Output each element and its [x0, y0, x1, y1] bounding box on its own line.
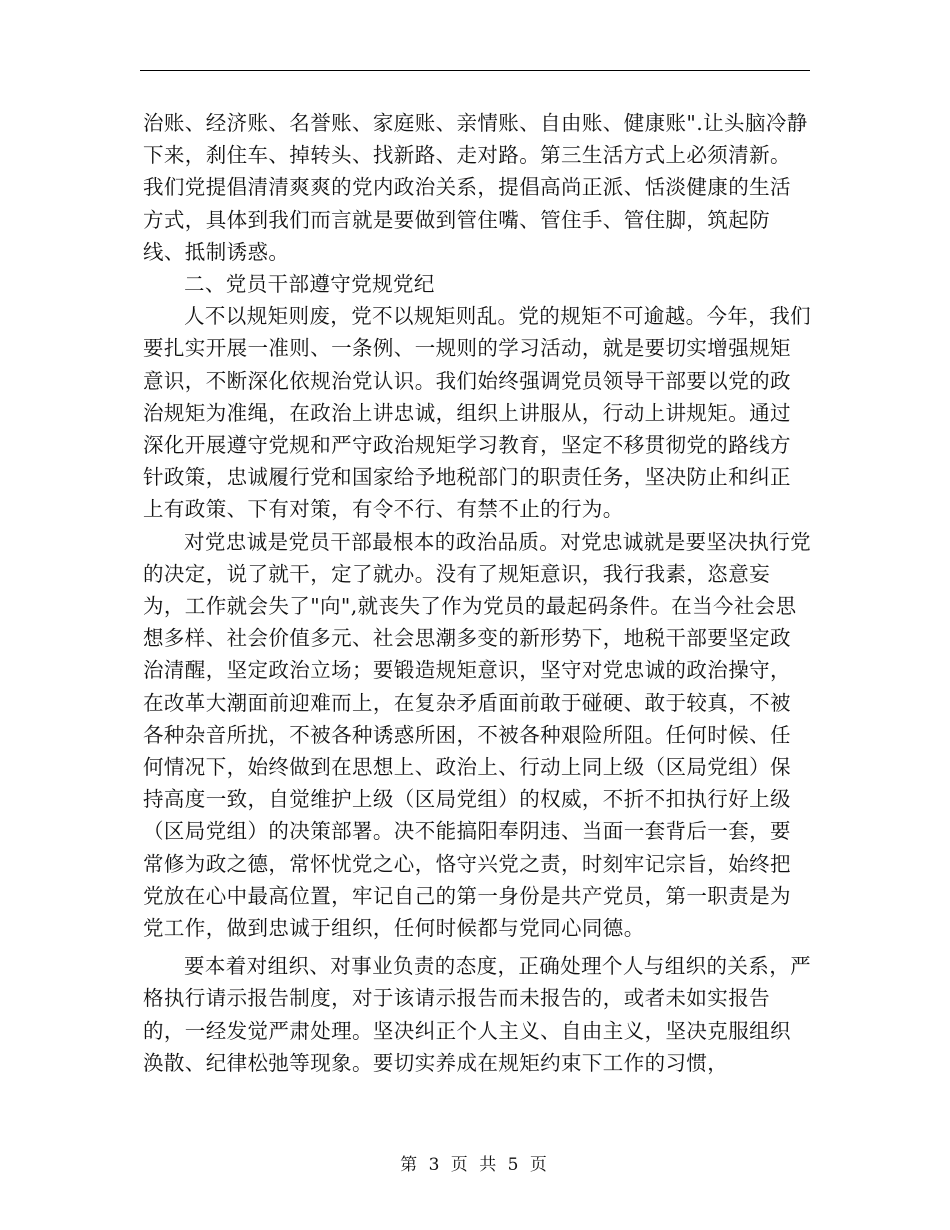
paragraph-3: 对党忠诚是党员干部最根本的政治品质。对党忠诚就是要坚决执行党的决定，说了就干，定了就办。没有了规矩意识，我行我素，恣意妄为，工作就会失了"向",就丧失了作为党员的最起码条件。在当今社会思想多样、社会价值多元、社会思潮多变的新形势下，地税干部要坚定政治清醒，坚定政治立场；要锻造规矩意识，坚守对党忠诚的政治操守，在改革大潮面前迎难而上，在复杂矛盾面前敢于碰硬、敢于较真，不被各种杂音所扰，不被各种诱惑所困，不被各种艰险所阻。任何时候、任何情况下，始终做到在思想上、政治上、行动上同上级（区局党组）保持高度一致，自觉维护上级（区局党组）的权威，不折不扣执行好上级（区局党组）的决策部署。决不能搞阳奉阴违、当面一套背后一套，要常修为政之德，常怀忧党之心，恪守兴党之责，时刻牢记宗旨，始终把党放在心中最高位置，牢记自己的第一身份是共产党员，第一职责是为党工作，做到忠诚于组织，任何时候都与党同心同德。	[143, 529, 811, 941]
paragraph-4: 要本着对组织、对事业负责的态度，正确处理个人与组织的关系，严格执行请示报告制度，对于该请示报告而未报告的，或者未如实报告的，一经发觉严肃处理。坚决纠正个人主义、自由主义，坚决克服组织涣散、纪律松弛等现象。要切实养成在规矩约束下工作的习惯，	[143, 954, 811, 1075]
section-heading: 二、党员干部遵守党规党纪	[184, 272, 435, 297]
paragraph-1: 治账、经济账、名誉账、家庭账、亲情账、自由账、健康账".让头脑冷静下来，刹住车、掉转头、找新路、走对路。第三生活方式上必须清新。我们党提倡清清爽爽的党内政治关系，提倡高尚正派、恬淡健康的生活方式，具体到我们而言就是要做到管住嘴、管住手、管住脚，筑起防线、抵制诱惑。	[143, 111, 808, 264]
page-number-footer: 第 3 页 共 5 页	[400, 1155, 550, 1175]
paragraph-2: 人不以规矩则废，党不以规矩则乱。党的规矩不可逾越。今年，我们要扎实开展一准则、一条例、一规则的学习活动，就是要切实增强规矩意识，不断深化依规治党认识。我们始终强调党员领导干部要以党的政治规矩为准绳，在政治上讲忠诚，组织上讲服从，行动上讲规矩。通过深化开展遵守党规和严守政治规矩学习教育，坚定不移贯彻党的路线方针政策，忠诚履行党和国家给予地税部门的职责任务，坚决防止和纠正上有政策、下有对策，有令不行、有禁不止的行为。	[143, 304, 811, 522]
header-rule	[140, 70, 810, 71]
document-body	[143, 107, 811, 1079]
